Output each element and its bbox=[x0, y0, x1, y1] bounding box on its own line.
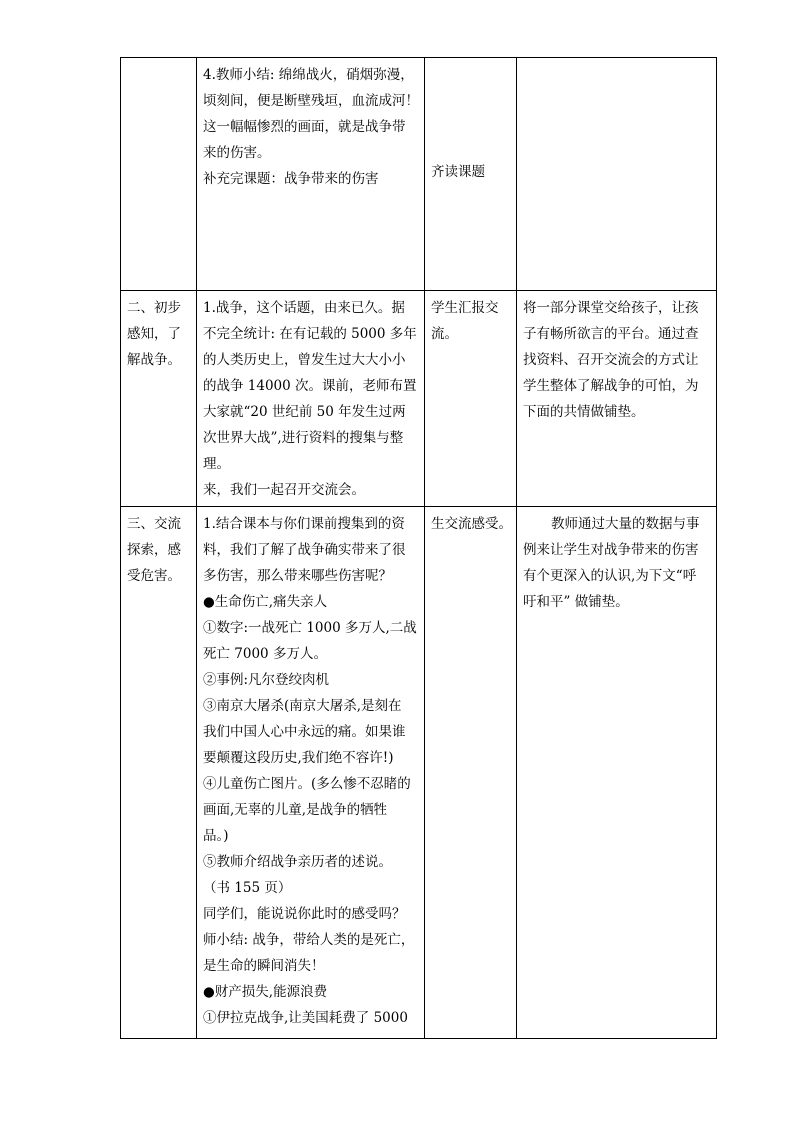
text-line: 子有畅所欲言的平台。通过查 bbox=[523, 326, 699, 342]
text-line: 同学们，能说说你此时的感受吗？ bbox=[203, 906, 406, 922]
text-line: 要颠覆这段历史,我们绝不容许!) bbox=[203, 750, 394, 766]
text-line: 这一幅幅惨烈的画面，就是战争带 bbox=[203, 119, 406, 135]
text-line: 教师通过大量的数据与事 bbox=[551, 516, 700, 532]
text-line: ⑤教师介绍战争亲历者的述说。 bbox=[203, 854, 392, 870]
student-activity-cell bbox=[425, 291, 517, 507]
text-line: 师小结: 战争，带给人类的是死亡， bbox=[203, 932, 415, 948]
stage-cell bbox=[121, 291, 197, 507]
table-row bbox=[121, 507, 717, 1039]
text-line: 齐读课题 bbox=[431, 164, 485, 180]
lesson-plan-table bbox=[120, 57, 717, 1039]
text-line: ②事例:凡尔登绞肉机 bbox=[203, 672, 330, 688]
text-line: 二、初步 bbox=[127, 300, 181, 316]
text-line: 死亡 7000 多万人。 bbox=[203, 646, 327, 662]
text-line: ③南京大屠杀(南京大屠杀,是刻在 bbox=[203, 698, 402, 714]
teacher-activity-cell bbox=[197, 58, 425, 291]
table-row bbox=[121, 291, 717, 507]
text-line: 解战争。 bbox=[127, 352, 181, 368]
text-line: 不完全统计: 在有记载的 5000 多年 bbox=[203, 326, 417, 342]
text-line: 例来让学生对战争带来的伤害 bbox=[523, 542, 699, 558]
stage-cell bbox=[121, 507, 197, 1039]
text-line: ④儿童伤亡图片。(多么惨不忍睹的 bbox=[203, 776, 411, 792]
text-line: 下面的共情做铺垫。 bbox=[523, 404, 645, 420]
text-line: 来，我们一起召开交流会。 bbox=[203, 482, 365, 498]
text-line: 来的伤害。 bbox=[203, 145, 271, 161]
text-line: 次世界大战”,进行资料的搜集与整 bbox=[203, 430, 404, 446]
text-line: 生交流感受。 bbox=[431, 516, 512, 532]
text-line: 的战争 14000 次。课前，老师布置 bbox=[203, 378, 417, 394]
text-line: 补充完课题：战争带来的伤害 bbox=[203, 171, 379, 187]
text-line: 受危害。 bbox=[127, 568, 181, 584]
text-line: 探索，感 bbox=[127, 542, 181, 558]
text-line: 学生整体了解战争的可怕，为 bbox=[523, 378, 699, 394]
text-line: 大家就“20 世纪前 50 年发生过两 bbox=[203, 404, 406, 420]
text-line: 料，我们了解了战争确实带来了很 bbox=[203, 542, 406, 558]
design-intent-cell bbox=[517, 291, 717, 507]
stage-cell bbox=[121, 58, 197, 291]
text-line: 多伤害，那么带来哪些伤害呢？ bbox=[203, 568, 392, 584]
text-line: 感知，了 bbox=[127, 326, 181, 342]
text-line: 理。 bbox=[203, 456, 230, 472]
text-line: （书 155 页） bbox=[203, 880, 292, 896]
text-line: 我们中国人心中永远的痛。如果谁 bbox=[203, 724, 406, 740]
text-line: 1.结合课本与你们课前搜集到的资 bbox=[203, 516, 405, 532]
text-line: 有个更深入的认识,为下文“呼 bbox=[523, 568, 697, 584]
text-line: 流。 bbox=[431, 326, 458, 342]
text-line: ●财产损失,能源浪费 bbox=[203, 984, 328, 1000]
text-line: 三、交流 bbox=[127, 516, 181, 532]
text-line: 吁和平” 做铺垫。 bbox=[523, 594, 629, 610]
text-line: ①伊拉克战争,让美国耗费了 5000 bbox=[203, 1010, 408, 1026]
text-line: ①数字:一战死亡 1000 多万人,二战 bbox=[203, 620, 417, 636]
text-line: ●生命伤亡,痛失亲人 bbox=[203, 594, 328, 610]
teacher-activity-cell bbox=[197, 291, 425, 507]
design-intent-cell bbox=[517, 58, 717, 291]
text-line: 的人类历史上，曾发生过大大小小 bbox=[203, 352, 406, 368]
text-line: 是生命的瞬间消失！ bbox=[203, 958, 325, 974]
text-line: 1.战争，这个话题，由来已久。据 bbox=[203, 300, 405, 316]
text-line: 将一部分课堂交给孩子，让孩 bbox=[523, 300, 699, 316]
text-line: 品。) bbox=[203, 828, 229, 844]
teacher-activity-cell bbox=[197, 507, 425, 1039]
text-line: 画面,无辜的儿童,是战争的牺牲 bbox=[203, 802, 388, 818]
student-activity-cell bbox=[425, 507, 517, 1039]
text-line: 顷刻间，便是断壁残垣，血流成河！ bbox=[203, 93, 419, 109]
table-row bbox=[121, 58, 717, 291]
text-line: 找资料、召开交流会的方式让 bbox=[523, 352, 699, 368]
text-line: 4.教师小结: 绵绵战火，硝烟弥漫， bbox=[203, 67, 414, 83]
student-activity-cell bbox=[425, 58, 517, 291]
design-intent-cell bbox=[517, 507, 717, 1039]
text-line: 学生汇报交 bbox=[431, 300, 499, 316]
